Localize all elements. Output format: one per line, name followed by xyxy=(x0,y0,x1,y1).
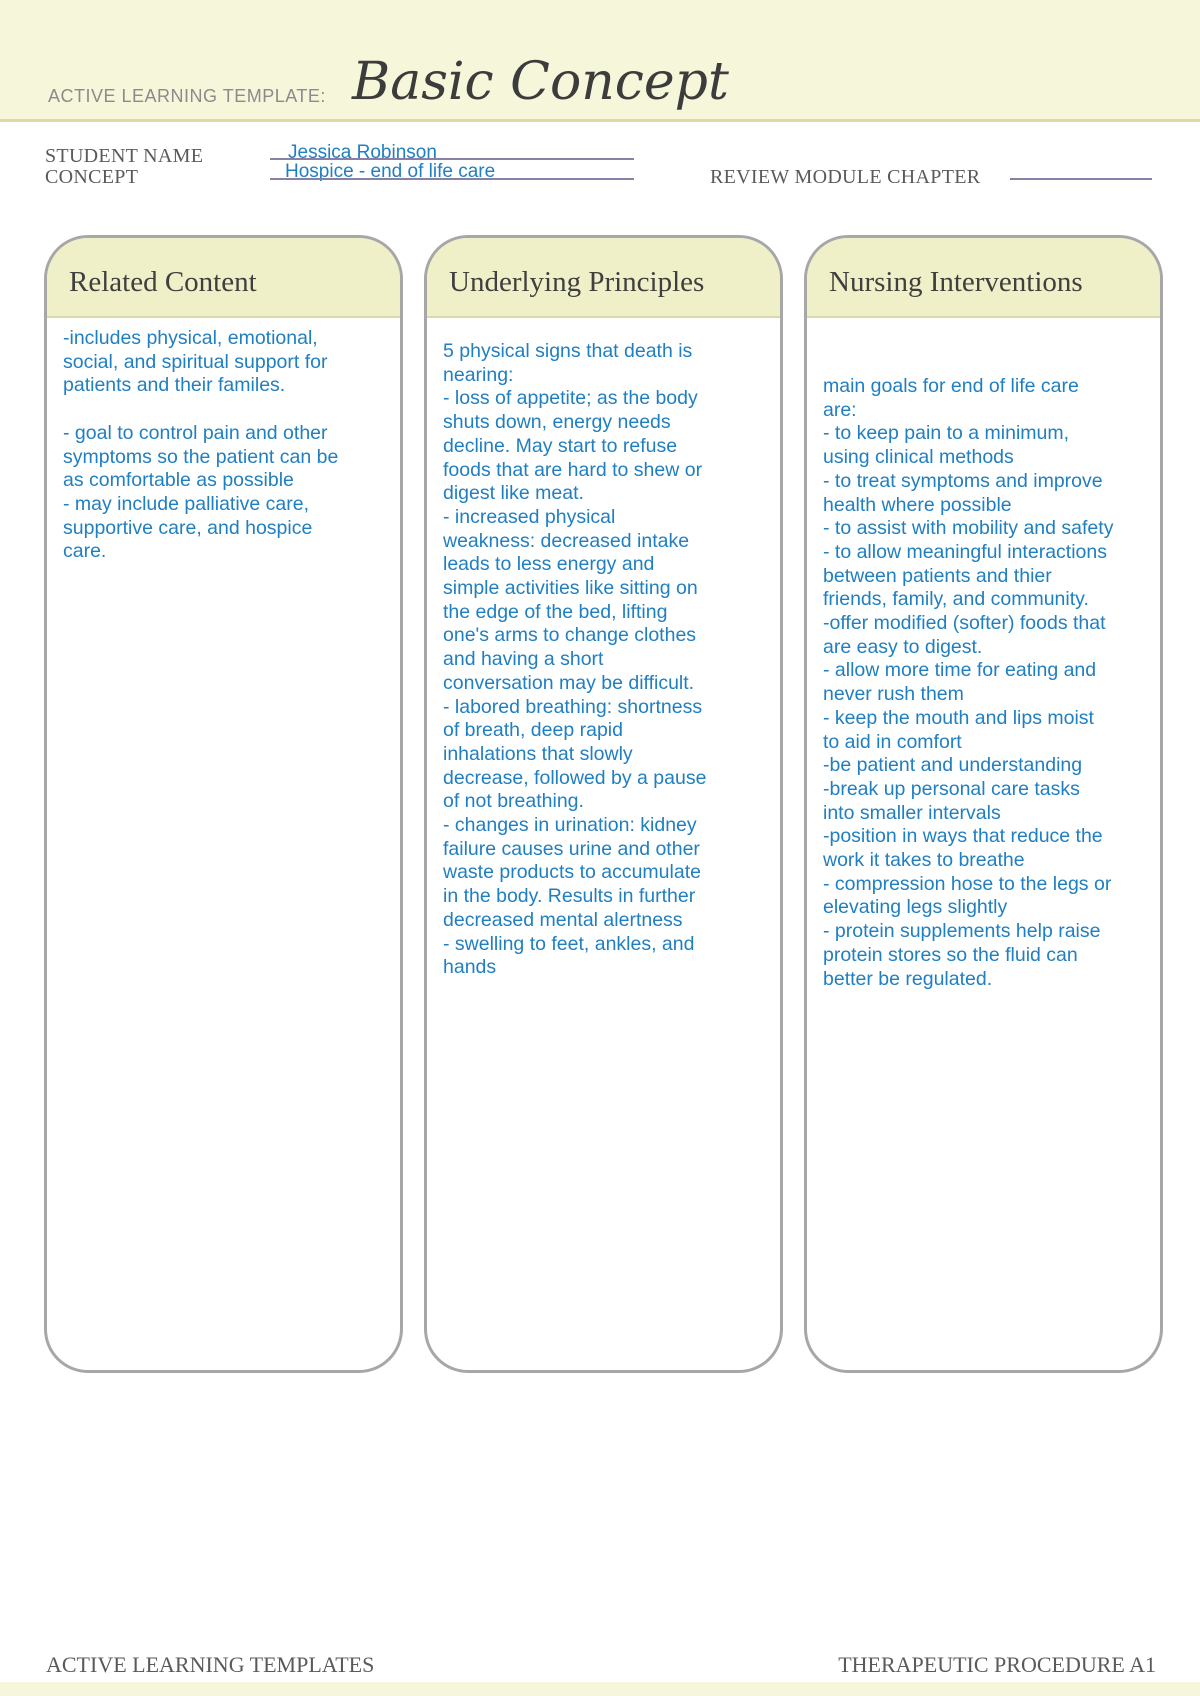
panel-related-content xyxy=(44,235,403,1373)
concept-underline xyxy=(270,178,634,180)
panel-body[interactable]: main goals for end of life care are: - to keep pain to a minimum, using clinical methods - to treat symptoms and improve health where possible - to assist with mobility and safety - to allow meaningful interactions between patients and thier friends, family, and community. -offer modified (softer) foods that are easy to digest. - allow more time for eating and never rush them - keep the mouth and lips moist to aid in comfort -be patient and understanding -break up personal care tasks into smaller intervals -position in ways that reduce the work it takes to breathe - compression hose to the legs or elevating legs slightly - protein supplements help raise protein stores so the fluid can better be regulated. xyxy=(823,375,1114,990)
review-module-label: REVIEW MODULE CHAPTER xyxy=(710,166,981,188)
student-name-label: STUDENT NAME xyxy=(45,145,204,167)
panel-nursing-interventions xyxy=(804,235,1163,1373)
concept-field[interactable]: Hospice - end of life care xyxy=(285,161,496,182)
student-name-underline xyxy=(270,158,634,160)
panel-body[interactable]: -includes physical, emotional, social, and spiritual support for patients and their familes. - goal to control pain and other symptoms so the patient can be as comfortable as possible - may include palliative care, supportive care, and hospice care. xyxy=(63,327,339,563)
panel-title: Underlying Principles xyxy=(427,238,780,318)
panel-body[interactable]: 5 physical signs that death is nearing: - loss of appetite; as the body shuts down, energy needs decline. May start to refuse foods that are hard to shew or digest like meat. - increased physical weakness: decreased intake leads to less energy and simple activities like sitting on the edge of the bed, lifting one's arms to change clothes and having a short conversation may be difficult. - labored breathing: shortness of breath, deep rapid inhalations that slowly decrease, followed by a pause of not breathing. - changes in urination: kidney failure causes urine and other waste products to accumulate in the body. Results in further decreased mental alertness - swelling to feet, ankles, and hands xyxy=(443,340,707,979)
panel-title: Nursing Interventions xyxy=(807,238,1160,318)
panel-underlying-principles xyxy=(424,235,783,1373)
template-label: ACTIVE LEARNING TEMPLATE: xyxy=(48,86,326,106)
footer-right: THERAPEUTIC PROCEDURE A1 xyxy=(838,1652,1156,1677)
student-name-field[interactable]: Jessica Robinson xyxy=(288,142,437,163)
footer-left: ACTIVE LEARNING TEMPLATES xyxy=(46,1652,375,1677)
concept-label: CONCEPT xyxy=(45,166,139,188)
header-band xyxy=(0,0,1200,122)
review-module-underline xyxy=(1010,178,1152,180)
template-title: Basic Concept xyxy=(352,52,729,112)
panel-title: Related Content xyxy=(47,238,400,318)
footer-band xyxy=(0,1682,1200,1696)
